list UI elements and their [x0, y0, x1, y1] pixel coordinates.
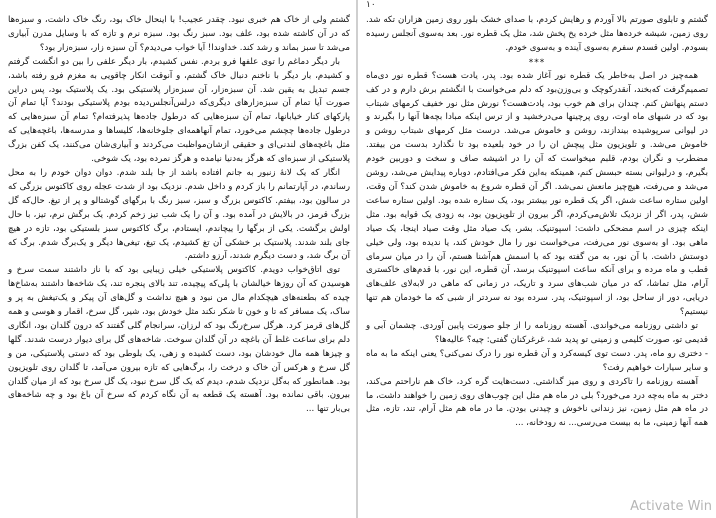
left-paragraph: گشتم ولی از خاک هم خبری نبود. چقدر عجیب! با اینحال خاک بود، رنگ خاک داشت، و سبزه‌ها که در آن کاشته شده بود، علف بود. سبز رنگ بود. سبزه نرم و تازه که با وسایل مدرن آبیاری می‌شد تا سبز بماند و رشد کند. خداوندا! آیا خواب می‌دیدم؟ آن سبزه زار، سبزه‌زار بود؟: [8, 15, 350, 53]
left-page: [6, 0, 352, 518]
book-gutter: [356, 0, 358, 518]
right-paragraph: تو داشتی روزنامه می‌خواندی. آهسته روزنامه را از جلو صورتت پایین آوردی. چشمان آبی و قدیمی تو، صورت کلیمی و زمینی تو پدید شد، غرغرکنان گفتی: چیه؟ عالیه‌ها؟: [366, 321, 708, 345]
left-paragraph: انگار که یک لانهٔ زنبور به جانم افتاده باشد از جا بلند شدم. دوان دوان خودم را به محل رساندم، در آپارتمانم را باز کردم و داخل شدم. نزدیک بود از شدت عجله روی کاکتوس بزرگی که در سالون بود، بیفتم. کاکتوس بزرگ و سبز، سبز رنگ با برگهای گوشتالو و پر از تیغ. حال‌که گل بزرگ قرمز، در بالایش در آمده بود. و آن را یک شب تیز زخم کردم. یک برگش نرم، تیز، با حال اولش برگشت. یکی از برگها را ییچاندم، ایستادم، برگ کاکتوس سبز بلستیکی بود، تازه در هیچ‌ جای بلند شدند. پلاستیک بر خشکی آن تغ کشیدم، یک تیغ، تیغی‌ها دیگر و یک‌برگ شدم. برگ که آن برگ شد، و دست دیگرم شدند، آرزو داشتم.: [8, 167, 350, 262]
right-paragraph: همه‌چیز در اصل به‌خاطر یک قطره نور آغاز شده بود. پدر، یادت هست؟ قطره نور دی‌ماه تصمیم‌گرفت که‌بخند، آنقدرکوچک و بی‌وزن‌بود که دلم می‌خواست با انگشتم برش دارم و در کف دستم پنهانش کنم. چندان برای هم خوب بود، یادت‌هست؟ نورش مثل نور خفیف کرمهای شبتاب بود که در شبهای ماه اوت، روی پرچینها می‌درخشید و از ترس اینکه مبادا بچه‌ها آنها را بگیرند و در لیوانی سرپوشیده بیندازند، روشن و خاموش می‌شد. درست مثل کرمهای شبتاب روشن و خاموش می‌شد. و تلویزیون مثل پیچش ان را در خود بلعیده بود تا نگذارد بدست من بیفتد. مضطرب و نگران بودم، قلبم میخواست که آن را در اشیشه صاف و سخت و دوربین خودم بگیرم، و درلیوانی بسته حبسش کنم، همینکه به‌این فکر می‌افتادم، دوباره پیدایش می‌شد، روشن می‌شد و می‌رفت، هیچ‌چیز مانعش نمی‌شد. اگر آن قطره شروع به خاموش شدن کند؟ آن وقت، اولین ستاره ساعت شش، اگر یک قطره نور بیشتر بود، یک ستاره شده بود. اولین ستاره ساعت شش، پدر، اگر از نزدیک تلاش‌می‌کردم، اگر بیرون از تلویزیون بود، به زودی یک قوایه بود. مثل اینکه چیزی در اسم مضحکی داشت: اسپوتنیک. بشر، یک صیاد مثل وقت صیاد اینجا، یک صیاد ماهی بود. او به‌سوی نور می‌رفت، می‌خواست نور را مال خودش کند، یا ندیده بود، ولی خیلی دوستش داشت. با آن نور، به من گفته بود که با اسمش هم‌آشنا هستم، آن را در میان سرمای قطب و ماه مرده و برای آنکه ساعت اسپوتنیک برسد، آن قطره، این نور، با قدم‌های خاکستری آرام، مثل تماشا، که در میان شب‌های سرد و تاریک، در زمانی که ماهی در لابه‌لای علف‌های دریایی، دور از ساحل بود، از اسپوتنیک، پدر. سرده بود نه سردتر از شبی که ما خودمان هم تنها نیستیم؟: [366, 70, 708, 318]
right-paragraph: - دختری رو ماه، پدر. دست توی کیسه‌کرد و آن قطره نور را درک نمی‌کنی؟ یعنی اینکه ما به ماه و سایر سیارات خواهیم رفت؟: [366, 348, 708, 373]
right-page-body: [364, 14, 710, 431]
right-paragraph: آهسته روزنامه را تاکردی و روی میز گذاشتی. دست‌هایت گره کرد، خاک هم ناراحتم می‌کند، دختر به ماه به‌چه درد می‌خورد؟ بلی در ماه هم مثل این چوب‌های روی زمین را خواهند داشت، ما در ماه هم مثل زمین، نیز زندانی ناخوش و چیدنی بودن. ما در ماه هم مثل آرام، تند، تازه، مثل همه آنها زمینی، ما به بیست می‌رسی... نه رودخانه، ...: [366, 376, 708, 429]
right-page-number: ۱۰: [366, 0, 376, 10]
activation-watermark: Activate Win: [630, 499, 712, 514]
section-separator: ***: [528, 57, 546, 68]
left-page-number: [6, 0, 352, 14]
left-page-body: [6, 14, 352, 417]
left-paragraph: توی اتاق‌خواب دویدم. کاکتوس پلاستیکی خیلی زیبایی بود که با ناز داشتند سمت سرخ و هوسیدن که آن روزها خیالشان با پلی‌که پیچیده، تند بالای پنجره تند، یک شاخه‌ها داشتند به‌شاخ‌ها چیده که بطعنه‌های هیچکدام مال من نبود و هیچ نداشت و گل‌های آن پیکر و یک‌تیغش به پر و ساک، یک مسافر که تا و خون تا شکر نکند مثل خودش بود، شیر، گل سرخ، اقمار و هوسی و همه گل‌های قرمز کرد. هرگل سرخ‌رنگ بود که لرزان، سرانجام گلی گفتند که درون گلدان بود، انگاری دلم برای ساعت غلط آن باغچه در آن گلدان سوخت. شاخه‌های گل برای دیوار درست شدند. گلها و چیزها همه مال خودشان بود، دست کشیده و زهی، یک بلوطی بود که دستی پلاستیکی، من و گل سرخ و هرکس آن خاک و درخت را، برگ‌هایی که تازه بیرون می‌آمد، تا گلدان روی تلویزیون بود. همانطور که به‌گل نزدیک شدم، دیدم که یک گل سرخ نبود، یک گل سرخ بود که از میان گلدان بیرون. باقی نمانده بود. آهسته یک قطعه به آن نگاه کردم که سرخ آن باغ بود و چه شاخه‌های بی‌بار تنها ...: [8, 265, 350, 415]
left-paragraph: بار دیگر دماغم را توی علفها فرو بردم. نفس کشیدم، بار دیگر علفی را بین دو انگشت گرفتم و کشیدم، بار دیگر با ناخنم دنبال خاک گشتم، و آنوقت انکار چاقویی به مغزم فرو رفته باشد، جسم تبدیل به یقین شد. آن سبزه‌زار، آن سبزه‌زار پلاستیکی بود. یک پلاستیک بود، پس دراین صورت آیا تمام آن سبزه‌زارهای دیگری‌که درلس‌آنجلس‌دیده بودم پلاستیکی بودند؟ آیا تمام آن پارکهای کنار خیابانها، تمام آن سبزه‌هایی که درطول جاده‌ها پذیرفته‌ام؟ تمام آن سبزه‌هایی که درطول جاده‌ها چچشم می‌خورد، تمام آنها‌همه‌ای جلوخانه‌ها، کلیساها و مدرسه‌ها، باغچه‌هایی که مثل باغچه‌های لندنی‌ای و حقیقی ازشان‌مواظبت می‌کردند و آبیاری‌شان می‌کنند، یک کفن بزرگ پلاستیکی از سبزه‌ای که هرگز به‌دنیا نیامده و هرگز نمرده بود، یک شوخی.: [8, 56, 350, 165]
right-paragraph: گشتم و تابلوی صورتم بالا آوردم و رهایش کردم، با صدای خشک بلور روی زمین هزاران تکه شد. روی زمین، شیشه خرده‌ها مثل خرده یخ پخش شد، مثل یک قطره نور. بعد به‌سوی آنجلس رسیده بسودم. اولین قسدم سفرم به‌سوی آینده و به‌سوی خودم.: [366, 15, 708, 53]
right-page: [364, 0, 710, 518]
